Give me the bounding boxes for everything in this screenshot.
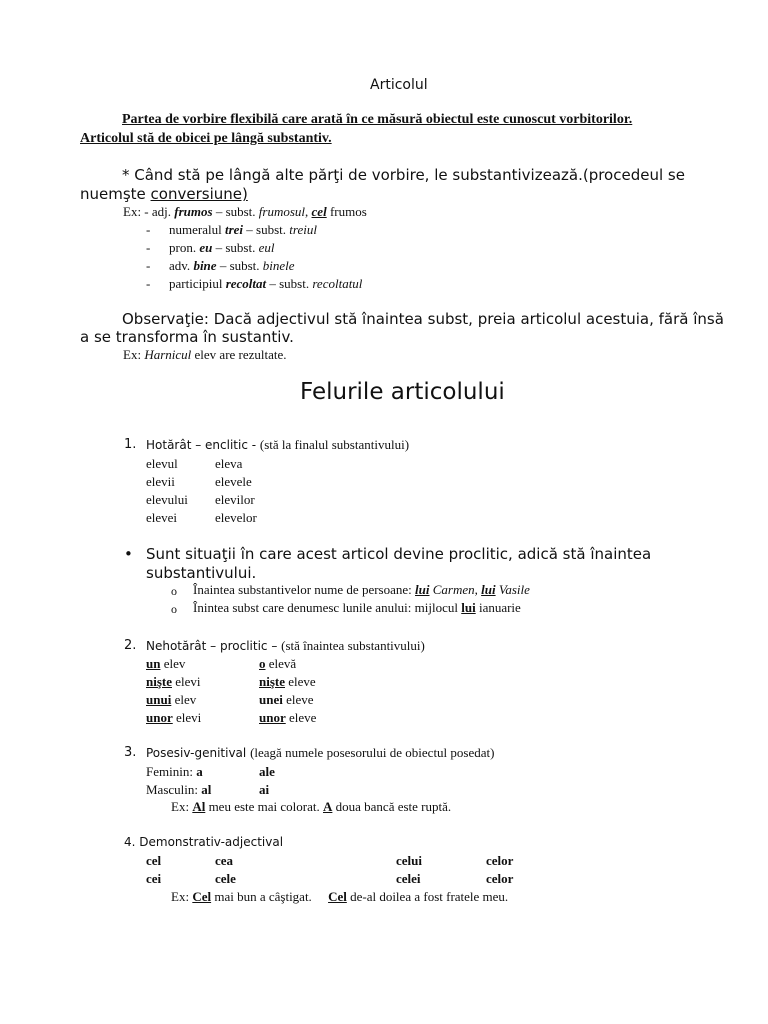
indef-row-1-a <box>146 656 185 672</box>
circle-bullet: o <box>171 602 177 616</box>
form-pl-f: elevele <box>215 474 252 489</box>
indef-row-3-a <box>146 692 196 708</box>
section-2-heading <box>146 638 425 654</box>
example-subst: eul <box>258 240 275 255</box>
poss-fem-pl: ale <box>259 764 275 779</box>
demo-cele: cele <box>215 871 236 886</box>
example-text: de-al doilea a fost fratele meu. <box>346 889 509 904</box>
example-item <box>146 222 150 238</box>
indef-article: unui <box>146 692 172 707</box>
example-text: frumos <box>326 204 367 219</box>
section-1-heading <box>146 437 409 453</box>
example-text: – subst. <box>243 222 290 237</box>
section-4-heading: 4. Demonstrativ-adjectival <box>124 835 284 849</box>
example-article: Al <box>192 799 206 814</box>
poss-sg: al <box>201 782 212 797</box>
example-word: recoltat <box>225 276 267 291</box>
noun: elev <box>171 692 197 707</box>
conversion-line-1: * Când stă pe lângă alte părţi de vorbire, le substantivizează.(procedeul se <box>122 166 685 184</box>
poss-example <box>171 799 451 815</box>
noun: elevi <box>172 674 201 689</box>
example-item-text <box>169 240 274 256</box>
example-text: , <box>305 204 312 219</box>
example-item <box>146 240 150 256</box>
noun: eleve <box>285 674 316 689</box>
example-word: trei <box>224 222 244 237</box>
indef-article: unor <box>146 710 173 725</box>
example-prefix: Ex: - adj. <box>123 204 175 219</box>
example-subst: binele <box>262 258 295 273</box>
bullet-icon: • <box>124 545 133 563</box>
demo-celor: celor <box>486 853 514 868</box>
example-text: – subst. <box>212 204 259 219</box>
example-item-text <box>169 222 317 238</box>
poss-row-masc <box>146 782 211 798</box>
example-text: participiul <box>169 276 226 291</box>
sub-article: lui <box>415 582 430 597</box>
example-article: cel <box>311 204 327 219</box>
heading-note: (stă înaintea substantivului) <box>281 638 425 653</box>
noun: elevi <box>172 710 202 725</box>
example-text: – subst. <box>266 276 313 291</box>
note-line-2: substantivului. <box>146 564 257 582</box>
indef-row-4-a <box>146 710 201 726</box>
demo-celui: celui <box>396 853 422 868</box>
circle-bullet: o <box>171 584 177 598</box>
section-title: Felurile articolului <box>300 379 505 405</box>
note-line-1: Sunt situaţii în care acest articol devine proclitic, adică stă înaintea <box>146 545 652 563</box>
heading-text: Posesiv-genitival <box>146 746 251 760</box>
section-1-number: 1. <box>124 437 137 452</box>
demo-cel: cel <box>146 853 162 868</box>
noun: eleve <box>285 710 317 725</box>
example-item <box>146 258 150 274</box>
example-subst: recoltatul <box>312 276 363 291</box>
indef-article: unei <box>259 692 283 707</box>
example-item-text <box>169 276 362 292</box>
indef-article: un <box>146 656 161 671</box>
example-text: doua bancă este ruptă. <box>332 799 452 814</box>
form-gen-sg-f: elevei <box>146 510 178 525</box>
noun: elevă <box>265 656 297 671</box>
example-word: bine <box>193 258 217 273</box>
observation-example <box>123 347 287 363</box>
section-2-number: 2. <box>124 638 137 653</box>
example-text: elev are rezultate. <box>191 347 287 362</box>
example-word: frumos <box>174 204 213 219</box>
demo-celei: celei <box>396 871 421 886</box>
indef-article: unor <box>259 710 286 725</box>
poss-sg: a <box>196 764 203 779</box>
indef-article: nişte <box>259 674 285 689</box>
example-subst: treiul <box>289 222 317 237</box>
observation-line-1: Observaţie: Dacă adjectivul stă înaintea subst, preia articolul acestuia, fără însă <box>122 310 724 328</box>
indef-article: o <box>259 656 266 671</box>
gender-label: Masculin: <box>146 782 202 797</box>
example-prefix: Ex: <box>171 799 193 814</box>
form-gen-pl-f: elevilor <box>215 492 255 507</box>
example-text: meu este mai colorat. <box>205 799 323 814</box>
definition-line-2: Articolul stă de obicei pe lângă substantiv. <box>80 131 332 146</box>
example-article: Cel <box>192 889 212 904</box>
noun: elev <box>160 656 186 671</box>
indef-row-2-a <box>146 674 201 690</box>
form-gen-sg-m: elevului <box>146 492 188 507</box>
gender-label: Feminin: <box>146 764 197 779</box>
example-text: – subst. <box>216 258 263 273</box>
heading-note: (stă la finalul substantivului) <box>259 437 410 452</box>
note-sub-1 <box>193 582 530 598</box>
observation-line-2: a se transforma în sustantiv. <box>80 328 294 346</box>
example-word: eu <box>199 240 213 255</box>
heading-text: Nehotărât – proclitic – <box>146 639 282 653</box>
example-text: adv. <box>169 258 194 273</box>
example-adj <box>123 204 367 220</box>
sub-text: Înintea subst care denumesc lunile anului: mijlocul <box>193 600 462 615</box>
conversion-term: conversiune) <box>150 185 248 203</box>
indef-row-4-b <box>259 710 316 726</box>
form-pl-m: elevii <box>146 474 175 489</box>
example-text: numeralul <box>169 222 225 237</box>
form-sg-f: eleva <box>215 456 243 471</box>
poss-row-fem <box>146 764 203 780</box>
page-title: Articolul <box>370 77 428 93</box>
sub-name: Carmen, <box>429 582 482 597</box>
section-3-heading <box>146 745 494 761</box>
noun: eleve <box>282 692 314 707</box>
example-text: mai bun a câştigat. <box>211 889 329 904</box>
example-text: pron. <box>169 240 200 255</box>
sub-text: ianuarie <box>475 600 521 615</box>
dash-bullet: - <box>146 240 151 255</box>
conversion-line-2 <box>80 185 248 203</box>
example-item <box>146 276 150 292</box>
dash-bullet: - <box>146 258 151 273</box>
example-word: Harnicul <box>144 347 192 362</box>
sub-article: lui <box>481 582 496 597</box>
form-sg-m: elevul <box>146 456 178 471</box>
sub-text: Înaintea substantivelor nume de persoane: <box>193 582 416 597</box>
heading-note: (leagă numele posesorului de obiectul posedat) <box>250 745 495 760</box>
poss-masc-pl: ai <box>259 782 270 797</box>
form-gen-pl-f2: elevelor <box>215 510 257 525</box>
heading-text: Hotărât – enclitic - <box>146 438 260 452</box>
example-text: – subst. <box>212 240 259 255</box>
indef-article: nişte <box>146 674 172 689</box>
example-article: A <box>323 799 333 814</box>
sub-article: lui <box>461 600 476 615</box>
demo-example <box>171 889 508 905</box>
note-sub-2 <box>193 600 521 616</box>
demo-celor-2: celor <box>486 871 514 886</box>
dash-bullet: - <box>146 222 151 237</box>
conversion-text: nuemşte <box>80 185 151 203</box>
example-subst: frumosul <box>258 204 306 219</box>
definition-line-1: Partea de vorbire flexibilă care arată în ce măsură obiectul este cunoscut vorbitorilor. <box>122 112 633 127</box>
section-3-number: 3. <box>124 745 137 760</box>
indef-row-2-b <box>259 674 316 690</box>
demo-cea: cea <box>215 853 234 868</box>
example-prefix: Ex: <box>123 347 145 362</box>
dash-bullet: - <box>146 276 151 291</box>
example-prefix: Ex: <box>171 889 193 904</box>
example-item-text <box>169 258 295 274</box>
indef-row-3-b <box>259 692 314 708</box>
sub-name: Vasile <box>495 582 530 597</box>
demo-cei: cei <box>146 871 162 886</box>
indef-row-1-b <box>259 656 296 672</box>
example-article: Cel <box>328 889 347 904</box>
